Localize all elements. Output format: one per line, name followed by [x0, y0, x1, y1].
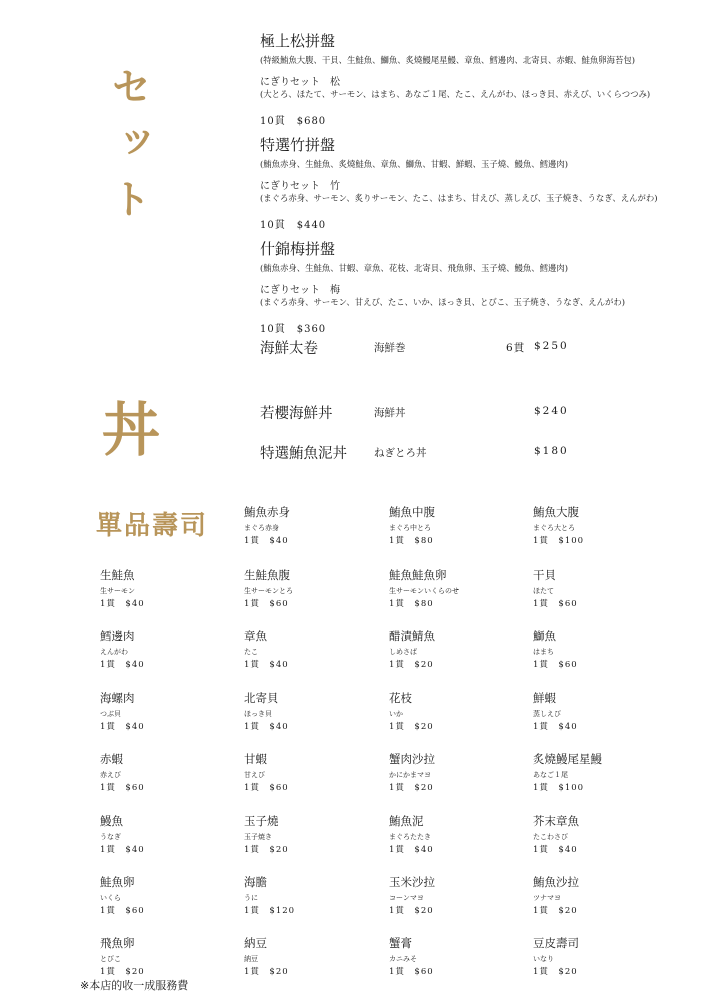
item-price: 1貫 $60 [533, 660, 578, 670]
item-name-jp: いなり [533, 955, 554, 963]
item-price: 1貫 $40 [100, 845, 145, 855]
item-name: 玉子燒 [244, 814, 279, 828]
item-name: 納豆 [244, 936, 267, 950]
item-name-jp: いくら [100, 894, 121, 902]
item-name-jp: カニみそ [389, 955, 417, 963]
menu-item [100, 628, 240, 670]
item-name-jp: 赤えび [100, 771, 121, 779]
menu-item [389, 751, 529, 793]
menu-item [533, 567, 673, 609]
menu-item [244, 751, 384, 793]
menu-item [533, 813, 673, 855]
item-name: 鮭魚卵 [100, 875, 135, 889]
set-price: 10貫 $360 [260, 324, 327, 335]
item-name-jp: 蒸しえび [533, 710, 561, 718]
item-name-jp: うに [244, 894, 258, 902]
menu-item [389, 628, 529, 670]
set-contents-jp: (大とろ、ほたて、サーモン、はまち、あなご１尾、たこ、えんがわ、ほっき貝、赤えび、いくらつつみ) [260, 89, 651, 99]
don-row [260, 402, 700, 424]
item-name: 干貝 [533, 568, 556, 582]
item-price: 1貫 $40 [389, 845, 434, 855]
item-name: 鮪魚沙拉 [533, 875, 579, 889]
menu-item [533, 874, 673, 916]
set-name-jp: にぎりセット 松 [260, 77, 340, 88]
menu-item [389, 813, 529, 855]
item-name-jp: たこ [244, 648, 258, 656]
item-qty: 6貫 [506, 342, 526, 354]
item-price: 1貫 $20 [533, 967, 578, 977]
item-name: 生鮭魚腹 [244, 568, 290, 582]
item-price: 1貫 $40 [100, 599, 145, 609]
menu-item [244, 567, 384, 609]
set-contents-zh: (鮪魚赤身、生鮭魚、甘蝦、章魚、花枝、北寄貝、飛魚卵、玉子燒、鰻魚、鱈邊肉) [260, 263, 569, 273]
item-name-jp: ほたて [533, 587, 554, 595]
item-price: 1貫 $20 [100, 967, 145, 977]
item-name-jp: とびこ [100, 955, 121, 963]
menu-item [533, 628, 673, 670]
menu-item [389, 504, 529, 546]
item-name: 鮮蝦 [533, 691, 556, 705]
menu-item [244, 504, 384, 546]
item-price: 1貫 $40 [100, 722, 145, 732]
item-price: 1貫 $20 [533, 906, 578, 916]
set-heading: セット [105, 66, 152, 234]
set-name-jp: にぎりセット 竹 [260, 181, 340, 192]
set-contents-zh: (特級鮪魚大腹、干貝、生鮭魚、鰤魚、炙燒鰻尾星鰻、章魚、鱈邊肉、北寄貝、赤蝦、鮭魚卵海苔包) [260, 55, 636, 65]
item-price: 1貫 $20 [389, 906, 434, 916]
item-name: 醋漬鯖魚 [389, 629, 435, 643]
item-name-jp: まぐろ大とろ [533, 524, 575, 532]
set-item-ume [260, 238, 700, 335]
menu-item [244, 813, 384, 855]
item-name: 海膽 [244, 875, 267, 889]
menu-item [244, 874, 384, 916]
item-price: 1貫 $80 [389, 599, 434, 609]
set-name: 什錦梅拼盤 [260, 240, 336, 258]
roll-row [260, 337, 700, 359]
item-name-jp: ツナマヨ [533, 894, 561, 902]
item-price: 1貫 $40 [244, 536, 289, 546]
item-price: 1貫 $120 [244, 906, 296, 916]
tanpin-heading: 單品壽司 [96, 511, 209, 541]
set-contents-jp: (まぐろ赤身、サーモン、甘えび、たこ、いか、ほっき貝、とびこ、玉子焼き、うなぎ、えんがわ) [260, 297, 625, 307]
menu-item [533, 504, 673, 546]
item-name-jp: えんがわ [100, 648, 128, 656]
item-name: 甘蝦 [244, 752, 267, 766]
item-name: 鮪魚大腹 [533, 505, 579, 519]
item-name: 生鮭魚 [100, 568, 135, 582]
service-charge-note: ※本店的收一成服務費 [80, 979, 189, 992]
item-price: 1貫 $20 [389, 783, 434, 793]
item-name-jp: 海鮮丼 [374, 407, 406, 419]
menu-item [533, 751, 673, 793]
item-name-jp: ほっき貝 [244, 710, 272, 718]
item-price: 1貫 $60 [389, 967, 434, 977]
item-name: 鮪魚泥 [389, 814, 424, 828]
item-name: 鮪魚中腹 [389, 505, 435, 519]
menu-item [100, 935, 240, 977]
item-name: 赤蝦 [100, 752, 123, 766]
item-name-jp: つぶ貝 [100, 710, 121, 718]
item-price: 1貫 $40 [533, 845, 578, 855]
item-price: 1貫 $80 [389, 536, 434, 546]
item-price: 1貫 $40 [533, 722, 578, 732]
item-name: 鰤魚 [533, 629, 556, 643]
don-row [260, 442, 700, 464]
set-contents-zh: (鮪魚赤身、生鮭魚、炙燒鮭魚、章魚、鰤魚、甘蝦、鮮蝦、玉子燒、鰻魚、鱈邊肉) [260, 159, 569, 169]
menu-item [533, 690, 673, 732]
item-name: 飛魚卵 [100, 936, 135, 950]
set-price: 10貫 $680 [260, 116, 327, 127]
menu-item [100, 751, 240, 793]
menu-item [244, 628, 384, 670]
set-name-jp: にぎりセット 梅 [260, 285, 340, 296]
item-price: 1貫 $100 [533, 783, 585, 793]
item-name: 鰻魚 [100, 814, 123, 828]
set-name: 極上松拼盤 [260, 32, 336, 50]
item-name-jp: 甘えび [244, 771, 265, 779]
item-name: 芥末章魚 [533, 814, 579, 828]
item-name-jp: まぐろたたき [389, 833, 431, 841]
item-price: 1貫 $60 [100, 783, 145, 793]
item-price: 1貫 $20 [389, 660, 434, 670]
item-name: 北寄貝 [244, 691, 279, 705]
item-price: 1貫 $60 [100, 906, 145, 916]
menu-item [244, 935, 384, 977]
item-name-jp: コーンマヨ [389, 894, 424, 902]
item-name-jp: はまち [533, 648, 554, 656]
menu-item [389, 874, 529, 916]
menu-item [100, 813, 240, 855]
item-name: 花枝 [389, 691, 412, 705]
item-name: 蟹膏 [389, 936, 412, 950]
set-item-matsu [260, 30, 700, 127]
item-price: 1貫 $40 [244, 660, 289, 670]
set-contents-jp: (まぐろ赤身、サーモン、炙りサーモン、たこ、はまち、甘えび、蒸しえび、玉子焼き、うなぎ、えんがわ) [260, 193, 658, 203]
menu-item [533, 935, 673, 977]
menu-item [389, 935, 529, 977]
menu-item [100, 567, 240, 609]
item-name-jp: 納豆 [244, 955, 258, 963]
item-name: 海螺肉 [100, 691, 135, 705]
item-name-jp: 海鮮巻 [374, 342, 406, 354]
set-price: 10貫 $440 [260, 220, 327, 231]
menu-item [100, 690, 240, 732]
menu-item [389, 567, 529, 609]
set-name: 特選竹拼盤 [260, 136, 336, 154]
item-price: 1貫 $100 [533, 536, 585, 546]
item-name-jp: しめさば [389, 648, 417, 656]
item-price: $250 [534, 340, 569, 352]
item-name-jp: あなご１尾 [533, 771, 568, 779]
don-heading: 丼 [102, 396, 161, 464]
item-price: 1貫 $40 [244, 722, 289, 732]
item-name-jp: うなぎ [100, 833, 121, 841]
item-name: 炙燒鰻尾星鰻 [533, 752, 602, 766]
item-price: 1貫 $60 [244, 783, 289, 793]
item-name-jp: まぐろ赤身 [244, 524, 279, 532]
item-name: 鮭魚鮭魚卵 [389, 568, 447, 582]
item-price: 1貫 $60 [244, 599, 289, 609]
item-name: 蟹肉沙拉 [389, 752, 435, 766]
item-name: 若櫻海鮮丼 [260, 406, 333, 422]
menu-item [389, 690, 529, 732]
item-name-jp: 生サーモンいくらのせ [389, 587, 459, 595]
item-price: 1貫 $40 [100, 660, 145, 670]
item-price: $240 [534, 405, 569, 417]
item-name: 鱈邊肉 [100, 629, 135, 643]
menu-item [244, 690, 384, 732]
item-price: 1貫 $20 [244, 967, 289, 977]
item-name-jp: ねぎとろ丼 [374, 447, 427, 459]
item-name-jp: たこわさび [533, 833, 568, 841]
item-name-jp: いか [389, 710, 403, 718]
item-name: 鮪魚赤身 [244, 505, 290, 519]
item-name-jp: 玉子焼き [244, 833, 272, 841]
set-item-take [260, 134, 700, 231]
item-name: 玉米沙拉 [389, 875, 435, 889]
item-name: 豆皮壽司 [533, 936, 579, 950]
item-name: 海鮮太卷 [260, 341, 318, 357]
item-price: 1貫 $20 [244, 845, 289, 855]
item-name-jp: 生サーモン [100, 587, 135, 595]
menu-item [100, 874, 240, 916]
item-name-jp: かにかまマヨ [389, 771, 431, 779]
item-price: 1貫 $60 [533, 599, 578, 609]
item-name-jp: 生サーモンとろ [244, 587, 293, 595]
item-name: 章魚 [244, 629, 267, 643]
item-price: $180 [534, 445, 569, 457]
item-price: 1貫 $20 [389, 722, 434, 732]
item-name: 特選鮪魚泥丼 [260, 446, 347, 462]
item-name-jp: まぐろ中とろ [389, 524, 431, 532]
